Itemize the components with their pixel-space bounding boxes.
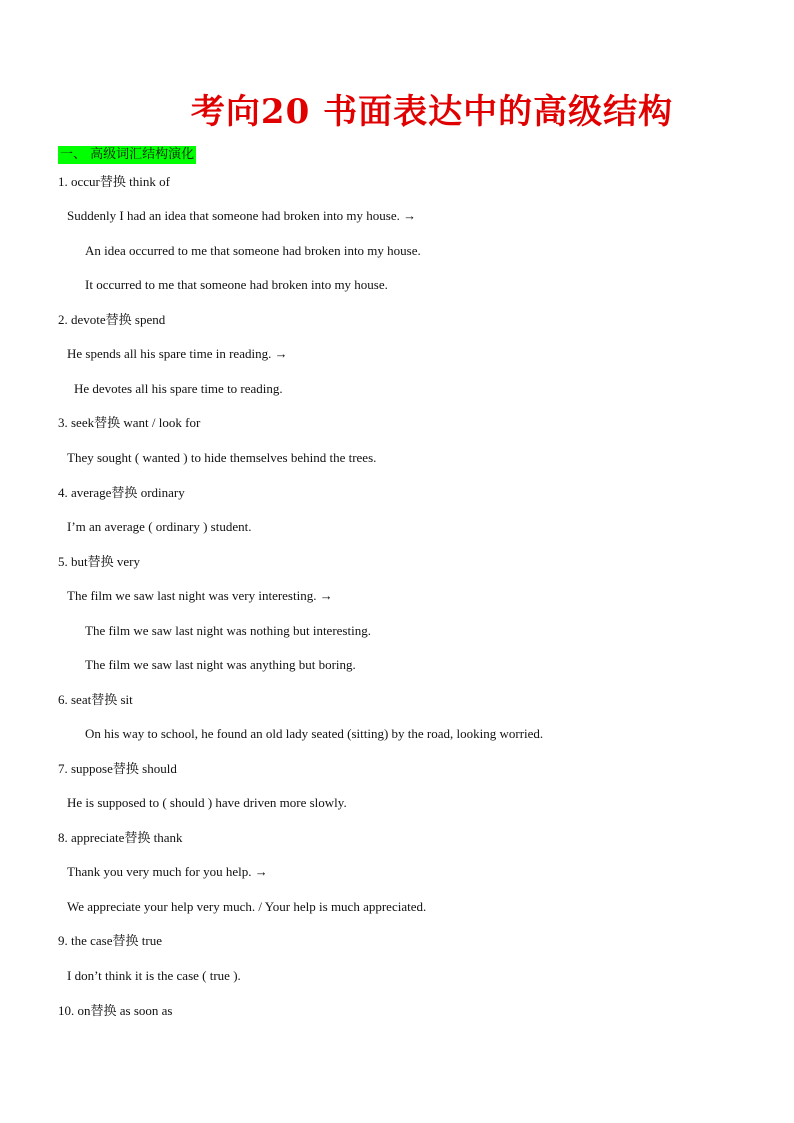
item-number: 8. [58, 830, 68, 845]
example-sentence: Suddenly I had an idea that someone had broken into my house. → [67, 208, 417, 223]
item-heading [58, 415, 200, 432]
item-target: as soon as [119, 1003, 173, 1018]
example-sentence: We appreciate your help very much. / Your help is much appreciated. [67, 899, 427, 914]
item-target: ordinary [140, 485, 185, 500]
example-sentence: He spends all his spare time in reading. → [67, 346, 288, 361]
item-number: 1. [58, 174, 68, 189]
item-target: think of [129, 174, 170, 189]
item-heading [58, 174, 170, 191]
item-target: thank [153, 830, 183, 845]
item-heading [58, 554, 140, 571]
example-sentence: I’m an average ( ordinary ) student. [67, 519, 252, 534]
item-target: sit [120, 692, 133, 707]
example-sentence: They sought ( wanted ) to hide themselves behind the trees. [67, 450, 377, 465]
item-word: but [71, 554, 88, 569]
item-word: on [77, 1003, 91, 1018]
item-word: occur [71, 174, 100, 189]
item-number: 2. [58, 312, 68, 327]
item-heading [58, 485, 185, 502]
item-replace-label: 替换 [94, 416, 121, 431]
example-sentence: It occurred to me that someone had broken into my house. [85, 277, 388, 292]
item-replace-label: 替换 [99, 175, 126, 190]
item-number: 7. [58, 761, 68, 776]
example-sentence: Thank you very much for you help. → [67, 864, 268, 879]
example-sentence: On his way to school, he found an old lady seated (sitting) by the road, looking worried. [85, 726, 544, 741]
item-number: 10. [58, 1003, 75, 1018]
example-sentence: The film we saw last night was nothing but interesting. [85, 623, 371, 638]
item-heading [58, 761, 177, 778]
example-sentence: I don’t think it is the case ( true ). [67, 968, 241, 983]
example-sentence: He is supposed to ( should ) have driven more slowly. [67, 795, 347, 810]
page-title: 考向20 书面表达中的高级结构 [190, 92, 674, 132]
example-sentence: The film we saw last night was very interesting. → [67, 588, 333, 603]
item-replace-label: 替换 [112, 762, 139, 777]
item-replace-label: 替换 [112, 934, 139, 949]
item-number: 6. [58, 692, 68, 707]
item-number: 5. [58, 554, 68, 569]
item-replace-label: 替换 [111, 486, 138, 501]
item-number: 9. [58, 933, 68, 948]
item-target: true [141, 933, 162, 948]
item-heading [58, 933, 162, 950]
item-word: seek [71, 415, 95, 430]
item-word: average [71, 485, 112, 500]
item-word: suppose [71, 761, 113, 776]
example-sentence: An idea occurred to me that someone had broken into my house. [85, 243, 421, 258]
item-word: appreciate [71, 830, 125, 845]
example-sentence: The film we saw last night was anything but boring. [85, 657, 356, 672]
item-replace-label: 替换 [105, 313, 132, 328]
item-replace-label: 替换 [124, 831, 151, 846]
item-target: very [116, 554, 140, 569]
item-number: 4. [58, 485, 68, 500]
section-heading: 一、 高级词汇结构演化 [60, 147, 195, 162]
item-number: 3. [58, 415, 68, 430]
item-word: devote [71, 312, 106, 327]
item-heading [58, 312, 165, 329]
item-replace-label: 替换 [90, 1004, 117, 1019]
example-sentence: He devotes all his spare time to reading. [74, 381, 283, 396]
item-target: spend [134, 312, 166, 327]
item-target: should [142, 761, 177, 776]
item-word: seat [71, 692, 92, 707]
item-replace-label: 替换 [91, 693, 118, 708]
item-replace-label: 替换 [87, 555, 114, 570]
item-target: want / look for [123, 415, 201, 430]
item-word: the case [71, 933, 113, 948]
item-heading [58, 1003, 172, 1020]
item-heading [58, 692, 133, 709]
item-heading [58, 830, 183, 847]
